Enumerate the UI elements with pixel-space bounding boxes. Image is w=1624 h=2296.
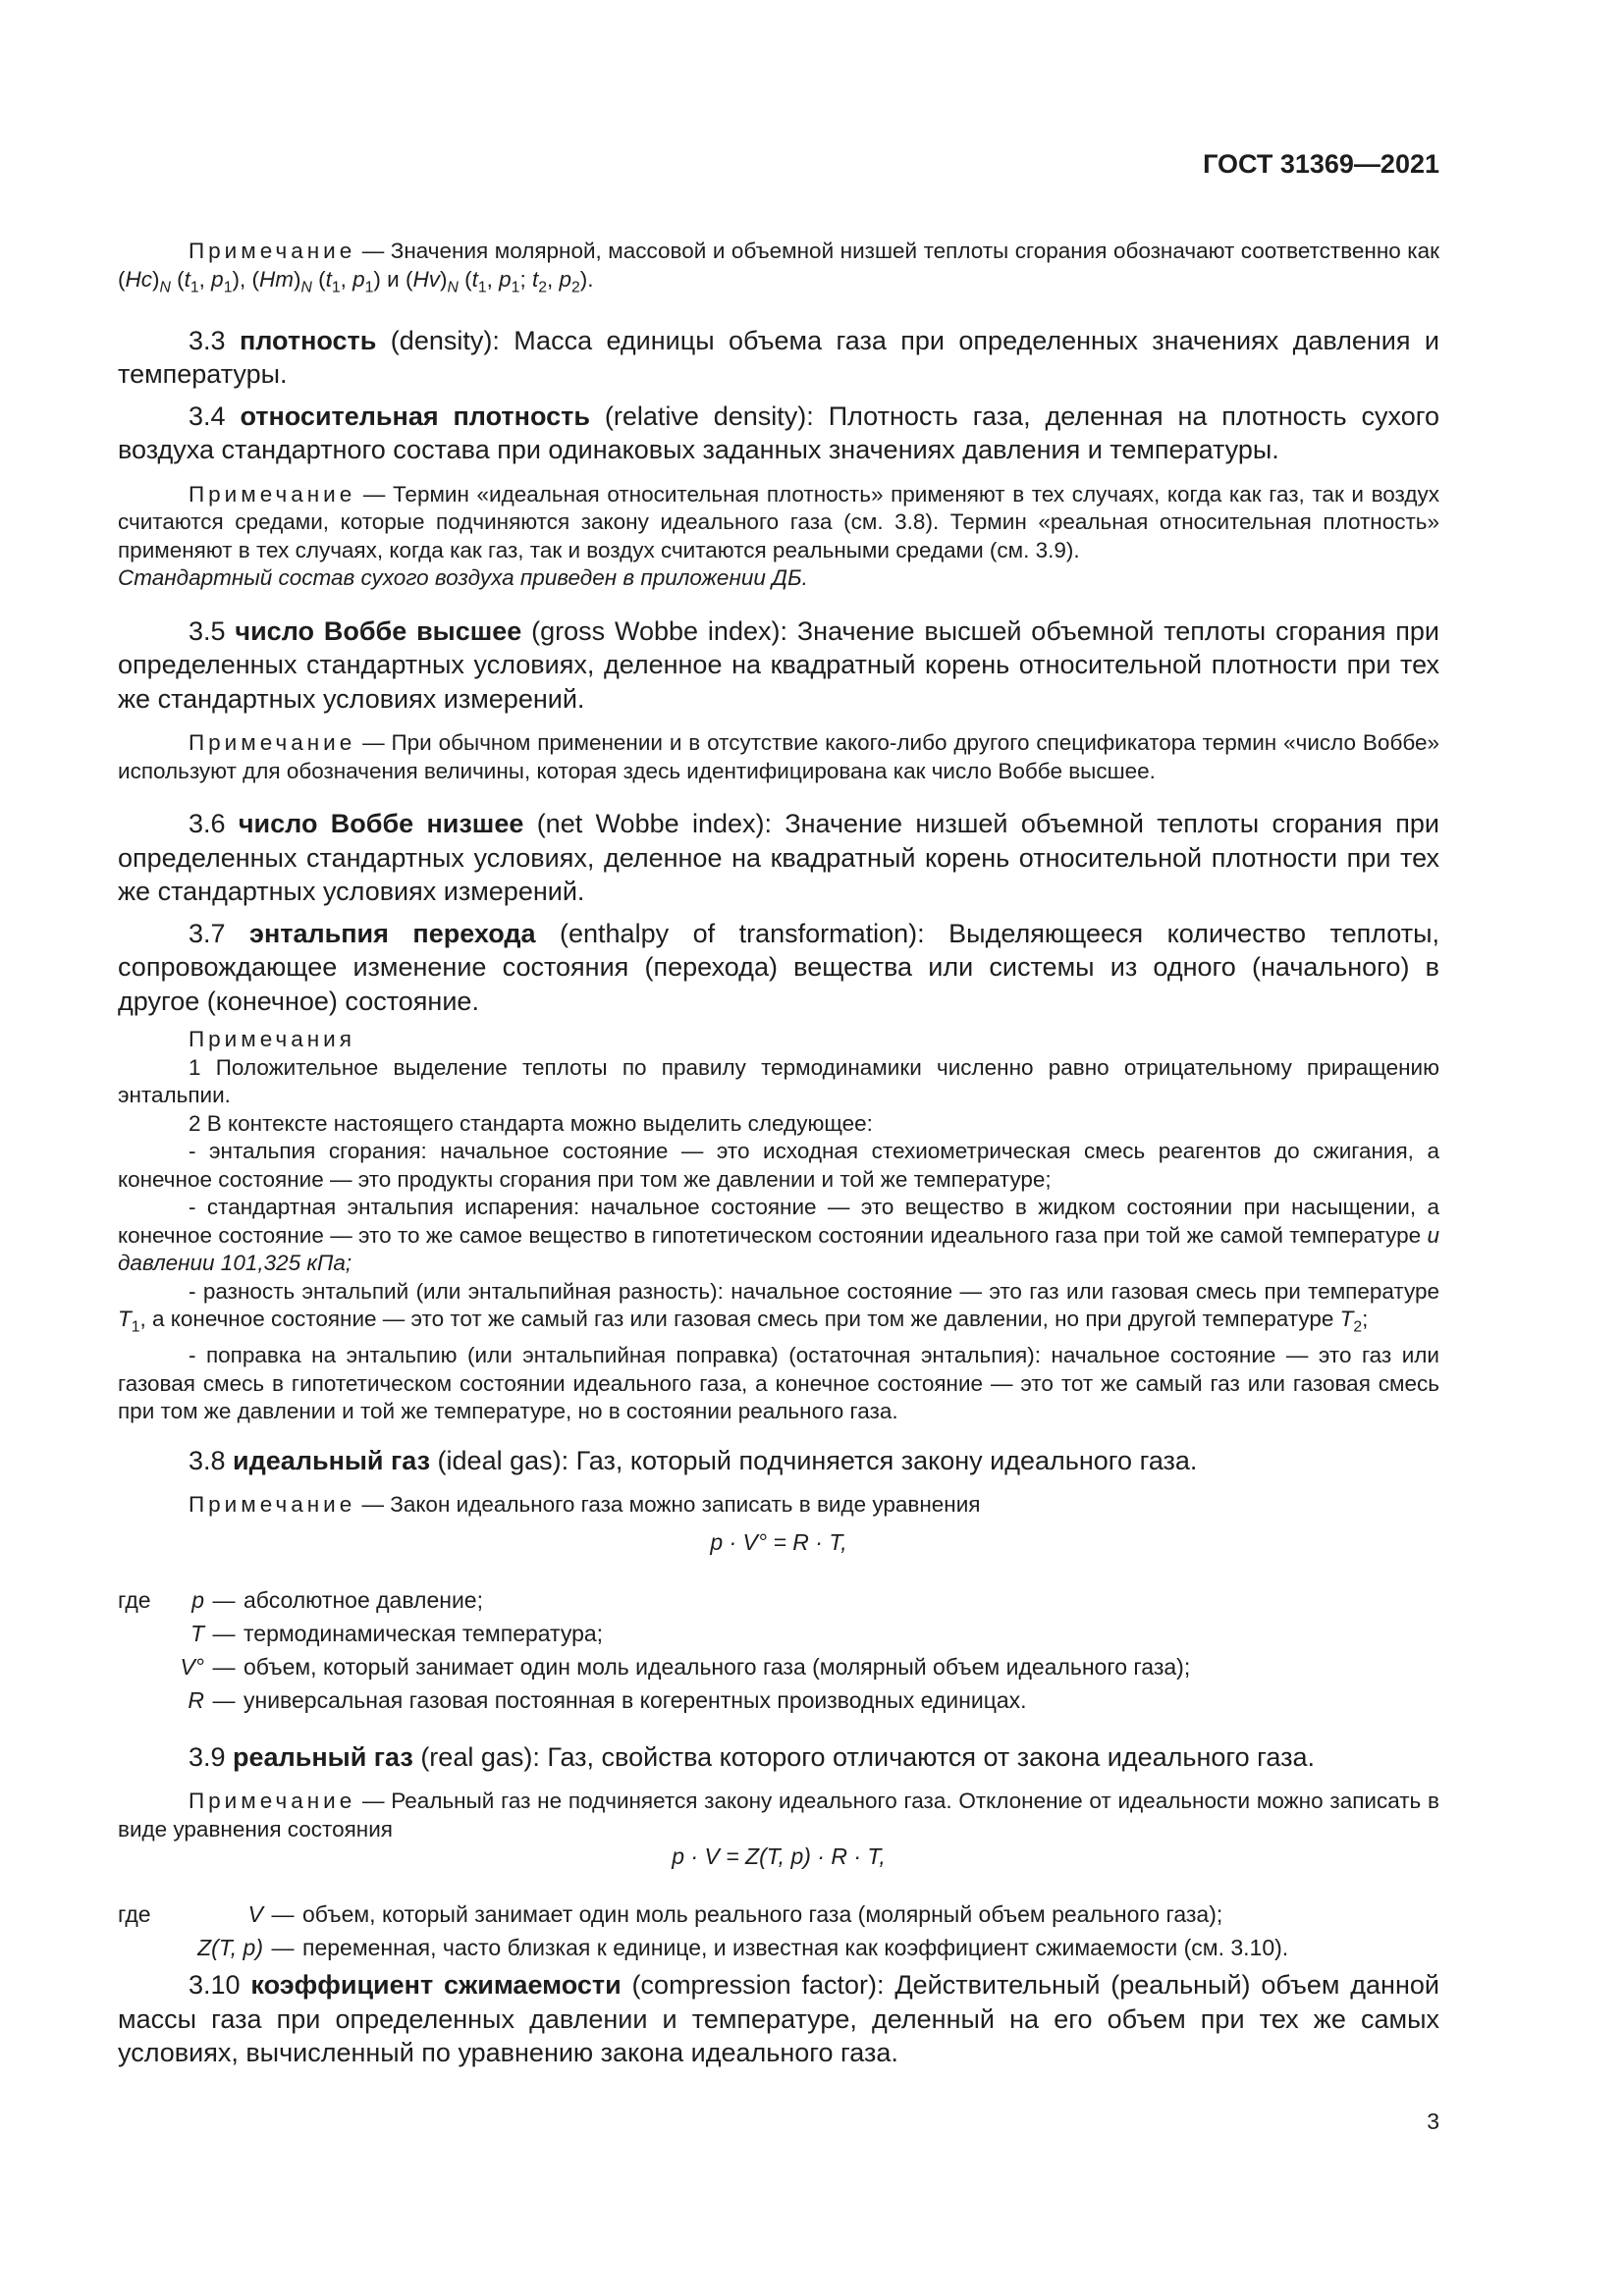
term-name: плотность [239,325,377,355]
note-bullet-combustion: - энтальпия сгорания: начальное состояние — это исходная стехиометрическая смесь реагентов до сжигания, а конечное состояние — это продукты сгорания при том же давлении и той же температуре; [118,1139,1439,1192]
note-bullet-enthalpy-correction: - поправка на энтальпию (или энтальпийная поправка) (остаточная энтальпия): начальное состояние — это газ или газовая смесь в гипотетическом состоянии идеального газа, а конечное состояние — это тот же самый газ или газовая смесь при том же давлении и той же температуре, но в состоянии реального газа. [118,1343,1439,1423]
term-3-6: 3.6 число Воббе низшее (net Wobbe index): Значение низшей объемной теплоты сгорания при определенных стандартных условиях, деленное на квадратный корень относительной плотности при тех же стандартных условиях измерений. [118,809,1439,906]
note-relative-density: Примечание — Термин «идеальная относительная плотность» применяют в тех случаях, когда как газ, так и воздух считаются средами, которые подчиняются закону идеального газа (см. 3.8). Термин «реальная относительная плотность» применяют в тех случаях, когда как газ, так и воздух считаются реальными средами (см. 3.9). Стандартный состав сухого воздуха приведен в приложении ДБ. [118,481,1439,590]
note-label: Примечание [189,481,356,507]
formula-real-gas: p · V = Z(T, p) · R · T, [672,1843,886,1869]
note-item-1: 1 Положительное выделение теплоты по правилу термодинамики численно равно отрицательному приращению энтальпии. [118,1054,1439,1107]
definition-row: T — термодинамическая температура; [189,1620,604,1646]
note-label: Примечание [189,239,356,263]
note-wobbe: Примечание — При обычном применении и в отсутствие какого-либо другого спецификатора термин «число Воббе» используют для обозначения величины, которая здесь идентифицирована как число Воббе высшее. [118,730,1439,783]
note-label: Примечание [189,730,356,755]
notes-label: Примечания [189,1027,355,1051]
note-label: Примечание [189,1789,356,1813]
term-3-8: 3.8 идеальный газ (ideal gas): Газ, который подчиняется закону идеального газа. [189,1445,1198,1475]
definition-row: где V — объем, который занимает один моль реального газа (молярный объем реального газа); [118,1901,1223,1927]
term-3-4: 3.4 относительная плотность (relative density): Плотность газа, деленная на плотность сухого воздуха стандартного состава при одинаковых заданных значениях давления и температуры. [118,400,1439,464]
term-name: число Воббе высшее [235,615,522,646]
note-ideal-gas: Примечание — Закон идеального газа можно записать в виде уравнения [189,1492,981,1517]
term-name: число Воббе низшее [238,809,524,838]
note-real-gas: Примечание — Реальный газ не подчиняется закону идеального газа. Отклонение от идеальности можно записать в виде уравнения состояния [118,1789,1439,1842]
term-name: относительная плотность [240,400,590,431]
note-heating-values: Примечание — Значения молярной, массовой и объемной низшей теплоты сгорания обозначают соответственно как $(Hc)_N$ ($t_1$, $p_1$), $(Hm)_N$ ($t_1$, $p_1$) и $(Hv)_N$ ($t_1$, $p_1$; $t_2$, $p_2$). [118,239,1439,295]
page-number: 3 [1427,2109,1439,2134]
definition-row: Z(T, p) — переменная, часто близкая к единице, и известная как коэффициент сжимаемости (см. 3.10). [197,1935,1289,1960]
definition-row: R — универсальная газовая постоянная в когерентных производных единицах. [188,1686,1027,1713]
definition-row: где p — абсолютное давление; [118,1586,483,1613]
page-header-title: ГОСТ 31369—2021 [1203,149,1439,179]
term-3-10: 3.10 коэффициент сжимаемости (compression factor): Действительный (реальный) объем данной массы газа при определенных давлении и температуре, деленный на его объем при тех же самых условиях, вычисленный по уравнению закона идеального газа. [118,1970,1439,2067]
note-label: Примечание [189,1492,356,1517]
note-item-2: 2 В контексте настоящего стандарта можно выделить следующее: [189,1110,873,1136]
formula-ideal-gas: p · V° = R · T, [710,1528,847,1555]
note-bullet-evaporation: - стандартная энтальпия испарения: начальное состояние — это вещество в жидком состоянии при насыщении, а конечное состояние — это то же самое вещество в гипотетическом состоянии идеального газа при той же самой температуре и давлении 101,325 кПа; [118,1195,1439,1275]
notes-enthalpy [118,1026,1439,1426]
note-bullet-enthalpy-difference: - разность энтальпий (или энтальпийная разность): начальное состояние — это газ или газовая смесь при температуре $T_1$, а конечное состояние — это тот же самый газ или газовая смесь при том же давлении, но при другой температуре $T_2$; [118,1278,1439,1336]
symbol-definitions-ideal [118,1583,1439,1717]
definition-row: V° — объем, который занимает один моль идеального газа (молярный объем идеального газа); [180,1653,1191,1680]
term-name: энтальпия перехода [249,918,536,948]
symbol-definitions-real [118,1897,1439,1964]
term-name: коэффициент сжимаемости [250,1970,622,2000]
page-content [118,224,1439,2078]
term-name: идеальный газ [233,1445,431,1475]
term-name: реальный газ [233,1741,413,1772]
term-3-7: 3.7 энтальпия перехода (enthalpy of transformation): Выделяющееся количество теплоты, сопровождающее изменение состояния (перехода) вещества или системы из одного (начального) в другое (конечное) состояние. [118,918,1439,1016]
term-3-5: 3.5 число Воббе высшее (gross Wobbe index): Значение высшей объемной теплоты сгорания при определенных стандартных условиях, деленное на квадратный корень относительной плотности при тех же стандартных условиях измерений. [118,615,1440,714]
term-3-3: 3.3 плотность (density): Масса единицы объема газа при определенных значениях давления и температуры. [118,325,1439,389]
term-3-9: 3.9 реальный газ (real gas): Газ, свойства которого отличаются от закона идеального газа. [189,1741,1316,1772]
